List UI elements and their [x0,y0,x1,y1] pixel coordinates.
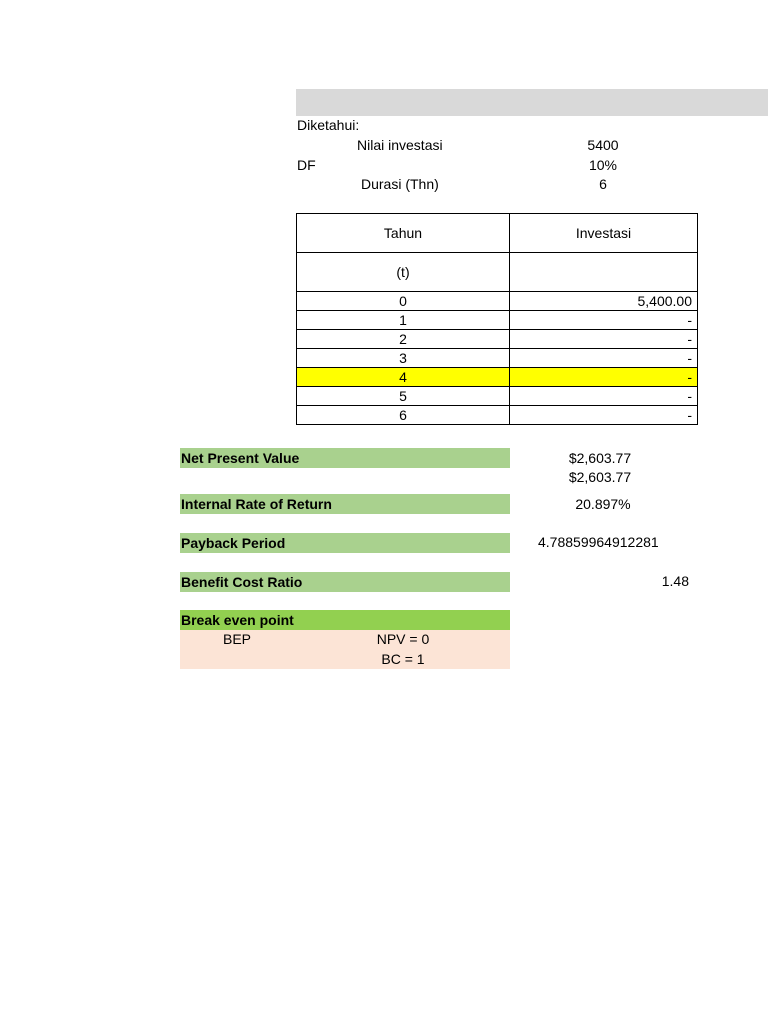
col-tahun-header: Tahun [297,214,510,253]
year-cell: 3 [297,349,510,368]
table-row [297,406,698,425]
investment-cell: - [510,330,698,349]
table-row [297,330,698,349]
table-row [297,311,698,330]
year-cell: 2 [297,330,510,349]
table-row [297,387,698,406]
header-band [296,89,768,116]
table-row-highlighted [297,368,698,387]
investment-value: 5400 [587,137,619,153]
investment-cell: - [510,311,698,330]
known-heading: Diketahui: [297,117,360,133]
table-row [297,349,698,368]
year-cell: 0 [297,292,510,311]
investment-cell: 5,400.00 [510,292,698,311]
npv-value: $2,603.77 [568,450,632,466]
npv-value-check: $2,603.77 [568,469,632,485]
npv-label: Net Present Value [180,448,510,468]
investment-cell: - [510,349,698,368]
table-header-row [297,214,698,253]
year-cell: 6 [297,406,510,425]
bep-bc-condition: BC = 1 [381,651,425,667]
payback-value: 4.78859964912281 [538,534,659,550]
investment-cell: - [510,406,698,425]
year-cell: 5 [297,387,510,406]
df-label: DF [297,157,316,173]
irr-value: 20.897% [575,496,631,512]
bep-label: Break even point [180,610,510,630]
investment-table [296,213,698,425]
year-cell: 4 [297,368,510,387]
investment-cell: - [510,387,698,406]
col-t-subheader: (t) [297,253,510,292]
investment-label: Nilai investasi [357,137,443,153]
bep-short: BEP [223,631,252,647]
payback-label: Payback Period [180,533,510,553]
duration-value: 6 [599,176,607,192]
irr-label: Internal Rate of Return [180,494,510,514]
bcr-value: 1.48 [661,573,689,589]
bcr-label: Benefit Cost Ratio [180,572,510,592]
duration-label: Durasi (Thn) [361,176,439,192]
table-subheader-row [297,253,698,292]
table-row [297,292,698,311]
bep-npv-condition: NPV = 0 [376,631,430,647]
df-value: 10% [588,157,618,173]
year-cell: 1 [297,311,510,330]
col-investasi-subheader-blank [510,253,698,292]
investment-cell: - [510,368,698,387]
col-investasi-header: Investasi [510,214,698,253]
